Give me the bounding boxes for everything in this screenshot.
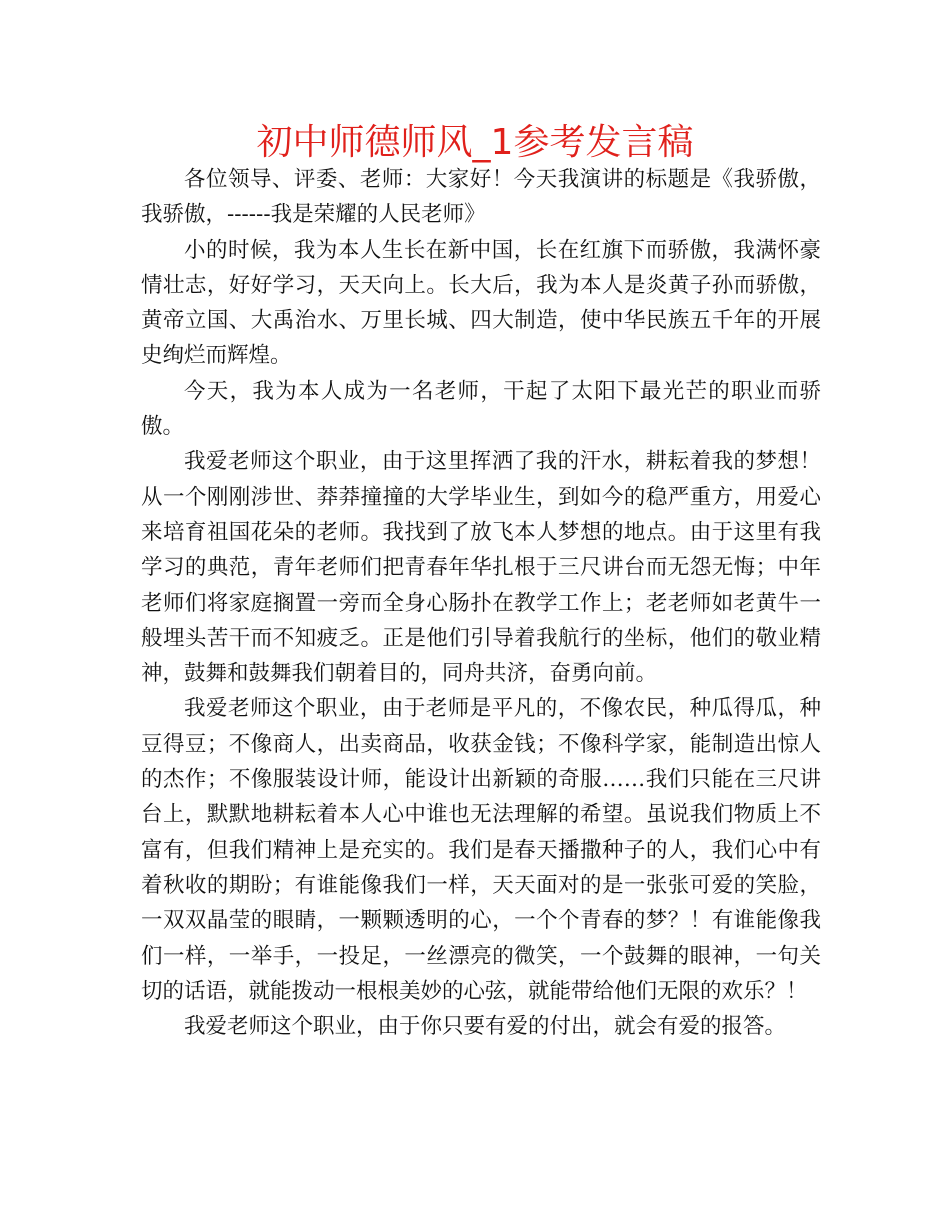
paragraph-love-profession-3: 我爱老师这个职业，由于你只要有爱的付出，就会有爱的报答。 xyxy=(184,1014,787,1040)
document-title: 初中师德师风_1参考发言稿 xyxy=(256,122,694,163)
document-body xyxy=(141,162,821,1044)
paragraph-love-profession-1: 我爱老师这个职业，由于这里挥洒了我的汗水，耕耘着我的梦想！从一个刚刚涉世、莽莽撞撞的大学毕业生，到如今的稳严重方，用爱心来培育祖国花朵的老师。我找到了放飞本人梦想的地点。由于这里有我学习的典范，青年老师们把青春年华扎根于三尺讲台而无怨无悔；中年老师们将家庭搁置一旁而全身心肠扑在教学工作上；老老师如老黄牛一般埋头苦干而不知疲乏。正是他们引导着我航行的坐标，他们的敬业精神，鼓舞和鼓舞我们朝着目的，同舟共济，奋勇向前。 xyxy=(141,449,821,687)
paragraph-love-profession-2: 我爱老师这个职业，由于老师是平凡的，不像农民，种瓜得瓜，种豆得豆；不像商人，出卖商品，收获金钱；不像科学家，能制造出惊人的杰作；不像服装设计师，能设计出新颖的奇服……我们只能在三尺讲台上，默默地耕耘着本人心中谁也无法理解的希望。虽说我们物质上不富有，但我们精神上是充实的。我们是春天播撒种子的人，我们心中有着秋收的期盼；有谁能像我们一样，天天面对的是一张张可爱的笑脸，一双双晶莹的眼睛，一颗颗透明的心，一个个青春的梦？！有谁能像我们一样，一举手，一投足，一丝漂亮的微笑，一个鼓舞的眼神，一句关切的话语，就能拨动一根根美妙的心弦，就能带给他们无限的欢乐？！ xyxy=(141,696,821,1004)
paragraph-greeting: 各位领导、评委、老师：大家好！今天我演讲的标题是《我骄傲，我骄傲，------我是荣耀的人民老师》 xyxy=(141,167,821,228)
paragraph-today: 今天，我为本人成为一名老师，干起了太阳下最光芒的职业而骄傲。 xyxy=(141,378,821,440)
paragraph-childhood: 小的时候，我为本人生长在新中国，长在红旗下而骄傲，我满怀豪情壮志，好好学习，天天向上。长大后，我为本人是炎黄子孙而骄傲，黄帝立国、大禹治水、万里长城、四大制造，使中华民族五千年的开展史绚烂而辉煌。 xyxy=(141,237,821,369)
